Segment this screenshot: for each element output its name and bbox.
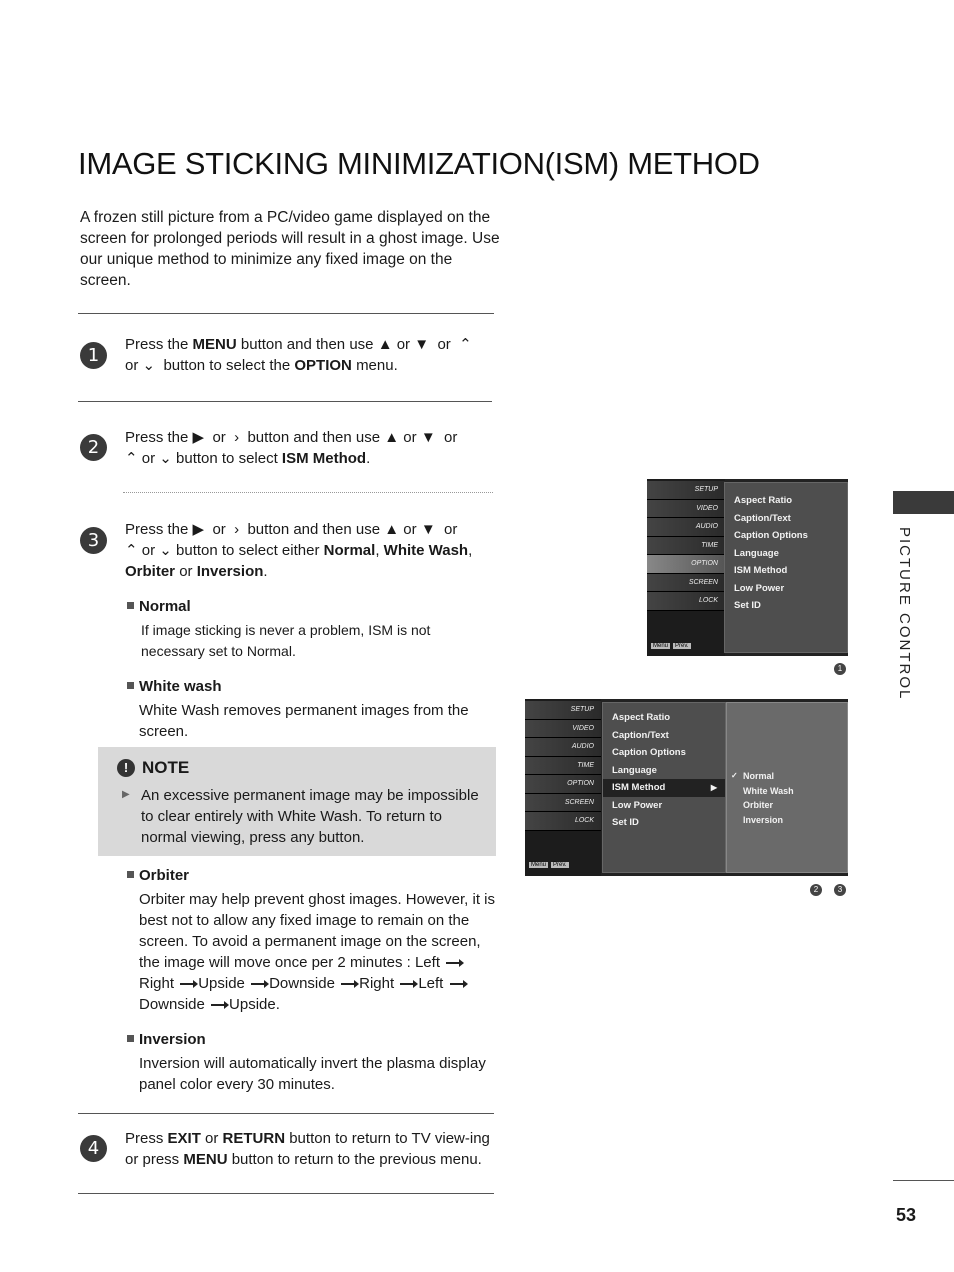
- text: Prev.: [553, 862, 567, 868]
- right-triangle-icon: ▶: [192, 521, 205, 538]
- osd-option-menu: [602, 702, 726, 873]
- inversion-heading: [127, 1031, 206, 1048]
- osd-menu-screenshot-1: [647, 479, 848, 656]
- text: Downside: [139, 996, 205, 1013]
- osd-tab-column: [525, 699, 601, 876]
- osd-ism-option-white-wash: White Wash: [743, 785, 794, 796]
- osd-item-ism-method: ISM Method: [734, 565, 788, 576]
- step-4-text: [125, 1128, 495, 1170]
- down-triangle-icon: ▼: [420, 521, 436, 538]
- osd-menu-screenshot-2: [525, 699, 848, 876]
- page-number: 53: [896, 1205, 917, 1225]
- osd-tab-time: TIME: [647, 537, 725, 556]
- osd-tab-video: VIDEO: [525, 720, 601, 739]
- step-number-3: 3: [80, 527, 107, 554]
- exit-key-label: EXIT: [167, 1130, 201, 1147]
- normal-description: If image sticking is never a problem, ISM is not necessary set to Normal.: [141, 622, 431, 659]
- arrow-right-icon: [341, 983, 357, 985]
- osd-item-set-id: Set ID: [612, 817, 639, 828]
- osd-item-aspect-ratio: Aspect Ratio: [734, 495, 793, 506]
- osd-item-low-power: Low Power: [734, 582, 785, 594]
- down-triangle-icon: ▼: [420, 429, 436, 446]
- divider-dotted: [123, 492, 493, 493]
- text: Orbiter may help prevent ghost images. However, it is best not to allow any fixed image to remain on the screen. To avoid a permanent image on the screen, the image will move once per 2 minutes : Left: [139, 891, 495, 971]
- option-key-label: OPTION: [294, 357, 352, 374]
- text: or: [179, 563, 193, 580]
- section-label: PICTURE CONTROL: [896, 527, 913, 701]
- white-wash-label: White Wash: [383, 542, 469, 559]
- text: Right: [359, 975, 395, 992]
- osd-ism-option-orbiter: Orbiter: [743, 800, 774, 810]
- divider: [78, 401, 492, 402]
- step-2-text: Press the ▶ or › button and then use ▲ or ▼ or ⌃ or ⌄ button to select ISM Method.: [125, 429, 458, 467]
- osd-tab-audio: AUDIO: [525, 738, 601, 757]
- text: button and then use: [247, 521, 381, 538]
- osd-item-caption-text: Caption/Text: [734, 512, 791, 524]
- osd-option-menu: [724, 482, 848, 653]
- intro-paragraph: A frozen still picture from a PC/video game displayed on the screen for prolonged periods will result in a ghost image. Use our unique method to minimize any fixed image on the screen.: [80, 209, 500, 289]
- osd-ism-option-normal: [727, 769, 847, 784]
- chevron-down-icon: ⌄: [159, 450, 172, 467]
- osd-tab-screen: SCREEN: [647, 574, 725, 593]
- osd-tab-time: TIME: [525, 757, 601, 776]
- text: or: [437, 336, 451, 353]
- right-triangle-icon: ▶: [192, 429, 205, 446]
- osd-prev-hint: [529, 861, 572, 868]
- text: Prev.: [675, 643, 689, 649]
- arrow-right-icon: [450, 983, 466, 985]
- text: or: [212, 521, 226, 538]
- osd-tab-setup: SETUP: [525, 701, 601, 720]
- osd-ism-option-inversion: Inversion: [743, 814, 784, 825]
- text: or: [396, 336, 411, 353]
- section-tab: [893, 491, 954, 514]
- text: or: [125, 357, 139, 374]
- figure-number: 3: [834, 884, 846, 896]
- chevron-up-icon: ⌃: [459, 336, 472, 353]
- text: Left: [418, 975, 444, 992]
- osd-item-set-id: Set ID: [734, 600, 761, 611]
- text: button to select: [176, 450, 278, 467]
- text: Right: [139, 975, 175, 992]
- osd-tab-video: VIDEO: [647, 500, 725, 519]
- osd-item-caption-options: Caption Options: [734, 530, 808, 541]
- divider: [78, 1113, 494, 1114]
- step-number-2: 2: [80, 434, 107, 461]
- text: Normal: [743, 771, 775, 781]
- chevron-right-icon: ›: [234, 521, 240, 538]
- osd-tab-lock: LOCK: [647, 592, 725, 611]
- note-text: An excessive permanent image may be impossible to clear entirely with White Wash. To return to normal viewing, press any button.: [141, 787, 479, 846]
- text: or: [403, 429, 417, 446]
- normal-label: Normal: [323, 542, 376, 559]
- inversion-label: Inversion: [196, 563, 264, 580]
- text: White wash: [139, 678, 222, 695]
- inversion-description: Inversion will automatically invert the plasma display panel color every 30 minutes.: [139, 1055, 486, 1093]
- checkmark-icon: ✓: [731, 771, 738, 780]
- osd-item-caption-options: Caption Options: [612, 747, 686, 758]
- osd-prev-hint: [651, 642, 694, 649]
- arrow-right-icon: ▶: [710, 783, 717, 792]
- up-triangle-icon: ▲: [377, 336, 393, 353]
- return-key-label: RETURN: [222, 1130, 286, 1147]
- page-title: IMAGE STICKING MINIMIZATION(ISM) METHOD: [78, 146, 760, 181]
- text: or: [212, 429, 226, 446]
- osd-tab-audio: AUDIO: [647, 518, 725, 537]
- figure-number: 2: [810, 884, 822, 896]
- up-triangle-icon: ▲: [384, 429, 400, 446]
- menu-key-label: MENU: [192, 336, 237, 353]
- text: Upside: [198, 975, 245, 992]
- arrow-right-icon: [400, 983, 416, 985]
- down-triangle-icon: ▼: [414, 336, 430, 353]
- text: button and then use: [240, 336, 374, 353]
- text: Press the: [125, 521, 189, 538]
- arrow-right-icon: ▶: [122, 789, 130, 800]
- orbiter-description: [139, 889, 497, 1015]
- bullet-square-icon: [127, 682, 134, 689]
- text: or: [141, 450, 156, 467]
- step-number-1: 1: [80, 342, 107, 369]
- chevron-up-icon: ⌃: [125, 450, 138, 467]
- bullet-square-icon: [127, 1035, 134, 1042]
- text: ISM Method: [612, 782, 666, 793]
- text: button to select the: [163, 357, 291, 374]
- orbiter-heading: [127, 867, 189, 884]
- text: Press the: [125, 429, 189, 446]
- osd-tab-screen: SCREEN: [525, 794, 601, 813]
- text: button to return to TV view-ing or press: [125, 1130, 490, 1168]
- text: or: [141, 542, 156, 559]
- text: button and then use: [247, 429, 381, 446]
- text: Downside: [269, 975, 335, 992]
- osd-item-language: Language: [612, 764, 657, 776]
- step-number-4: 4: [80, 1135, 107, 1162]
- osd-tab-setup: SETUP: [647, 481, 725, 500]
- divider: [78, 1193, 494, 1194]
- bullet-square-icon: [127, 602, 134, 609]
- divider: [893, 1180, 954, 1181]
- osd-item-language: Language: [734, 547, 779, 559]
- up-triangle-icon: ▲: [384, 521, 400, 538]
- osd-ism-submenu: [726, 702, 848, 873]
- orbiter-label: Orbiter: [125, 563, 176, 580]
- chevron-down-icon: ⌄: [142, 357, 156, 374]
- white-wash-description: White Wash removes permanent images from the screen.: [139, 702, 469, 740]
- menu-key-icon: Menu: [531, 862, 547, 868]
- text: Press the: [125, 336, 189, 353]
- arrow-right-icon: [180, 983, 196, 985]
- osd-item-ism-method-selected: [603, 779, 725, 797]
- osd-item-caption-text: Caption/Text: [612, 729, 669, 741]
- arrow-right-icon: [211, 1004, 227, 1006]
- osd-tab-column: [647, 479, 725, 656]
- osd-item-low-power: Low Power: [612, 799, 663, 811]
- text: button to return to the previous menu.: [231, 1151, 482, 1168]
- text: Inversion: [139, 1031, 206, 1048]
- osd-item-aspect-ratio: Aspect Ratio: [612, 712, 671, 723]
- step-1-text: [125, 334, 495, 376]
- text: button to select either: [176, 542, 320, 559]
- text: or: [444, 429, 458, 446]
- osd-tab-lock: LOCK: [525, 812, 601, 831]
- text: Upside.: [229, 996, 280, 1013]
- text: or: [205, 1130, 219, 1147]
- text: menu.: [356, 357, 398, 374]
- menu-key-icon: Menu: [653, 643, 669, 649]
- chevron-right-icon: ›: [234, 429, 240, 446]
- osd-tab-option: OPTION: [525, 775, 601, 794]
- text: or: [444, 521, 458, 538]
- chevron-up-icon: ⌃: [125, 542, 138, 559]
- exclamation-icon: !: [117, 759, 135, 777]
- note-title: NOTE: [142, 758, 190, 777]
- menu-key-label: MENU: [183, 1151, 228, 1168]
- text: Orbiter: [139, 867, 190, 884]
- bullet-square-icon: [127, 871, 134, 878]
- text: Press: [125, 1130, 164, 1147]
- divider: [78, 313, 494, 314]
- figure-number: 1: [834, 663, 846, 675]
- white-wash-heading: [127, 678, 222, 695]
- chevron-down-icon: ⌄: [159, 542, 172, 559]
- text: or: [403, 521, 417, 538]
- normal-heading: [127, 598, 191, 615]
- arrow-right-icon: [251, 983, 267, 985]
- arrow-right-icon: [446, 962, 462, 964]
- text: Normal: [139, 598, 191, 615]
- osd-tab-option: OPTION: [647, 555, 725, 574]
- ism-method-label: ISM Method: [281, 450, 367, 467]
- step-3-text: Press the ▶ or › button and then use ▲ or ▼ or ⌃ or ⌄ button to select either Normal, White Wash, Orbiter or Inversion.: [125, 521, 473, 580]
